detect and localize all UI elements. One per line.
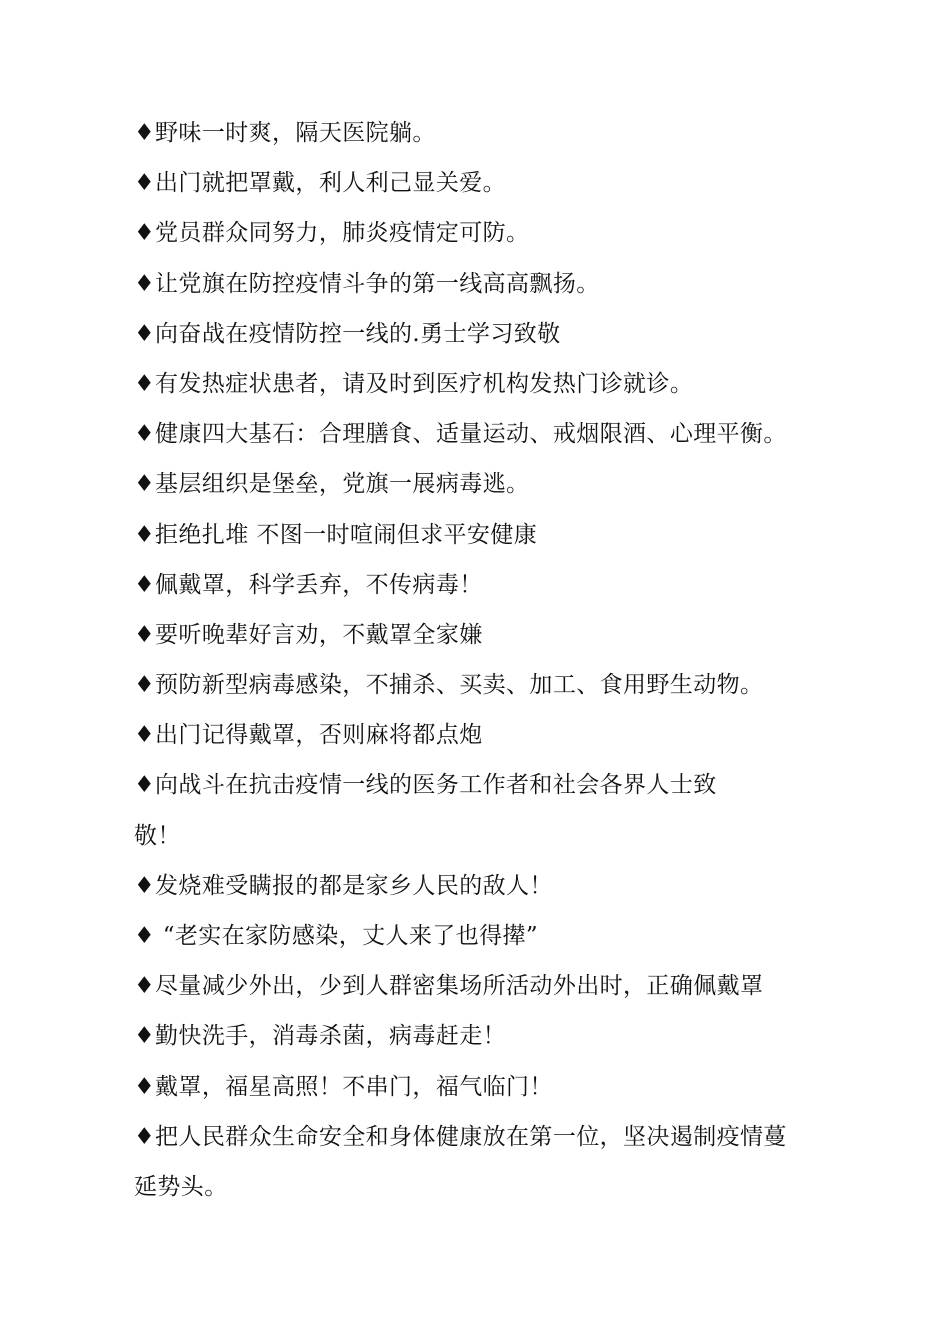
text-line: 延势头。 — [134, 1173, 228, 1200]
text-line: ♦佩戴罩，科学丢弃，不传病毒！ — [134, 571, 483, 598]
text-line: ♦出门记得戴罩，否则麻将都点炮 — [134, 722, 483, 749]
text-line: ♦野味一时爽，隔天医院躺。 — [134, 120, 436, 146]
text-line: ♦基层组织是堡垒，党旗一展病毒逃。 — [134, 471, 530, 498]
text-line: ♦勤快洗手，消毒杀菌，病毒赶走！ — [134, 1023, 507, 1050]
text-line: ♦党员群众同努力，肺炎疫情定可防。 — [134, 220, 530, 247]
text-line: ♦让党旗在防控疫情斗争的第一线高高飘扬。 — [134, 270, 600, 297]
text-line: ♦尽量减少外出，少到人群密集场所活动外出时，正确佩戴罩 — [134, 973, 764, 1000]
text-line: ♦发烧难受瞒报的都是家乡人民的敌人！ — [134, 872, 553, 899]
text-line: ♦戴罩，福星高照！不串门，福气临门！ — [134, 1073, 553, 1100]
text-line: ♦预防新型病毒感染，不捕杀、买卖、加工、食用野生动物。 — [134, 672, 764, 699]
slogan-list — [134, 114, 834, 1218]
text-line: ♦向奋战在疫情防控一线的.勇士学习致敬 — [134, 320, 561, 347]
text-line: 敬！ — [134, 822, 181, 849]
text-line: ♦把人民群众生命安全和身体健康放在第一位，坚决遏制疫情蔓 — [134, 1123, 787, 1150]
text-line: ♦出门就把罩戴，利人利己显关爱。 — [134, 170, 507, 197]
text-line: ♦有发热症状患者，请及时到医疗机构发热门诊就诊。 — [134, 370, 694, 397]
text-line: ♦向战斗在抗击疫情一线的医务工作者和社会各界人士致 — [134, 772, 717, 799]
text-line: ♦健康四大基石：合理膳食、适量运动、戒烟限酒、心理平衡。 — [134, 421, 787, 448]
text-line: ♦ “老实在家防感染，丈人来了也得撵” — [134, 923, 539, 949]
text-line: ♦要听晚辈好言劝，不戴罩全家嫌 — [134, 621, 483, 648]
text-line: ♦拒绝扎堆 不图一时喧闹但求平安健康 — [134, 521, 538, 548]
